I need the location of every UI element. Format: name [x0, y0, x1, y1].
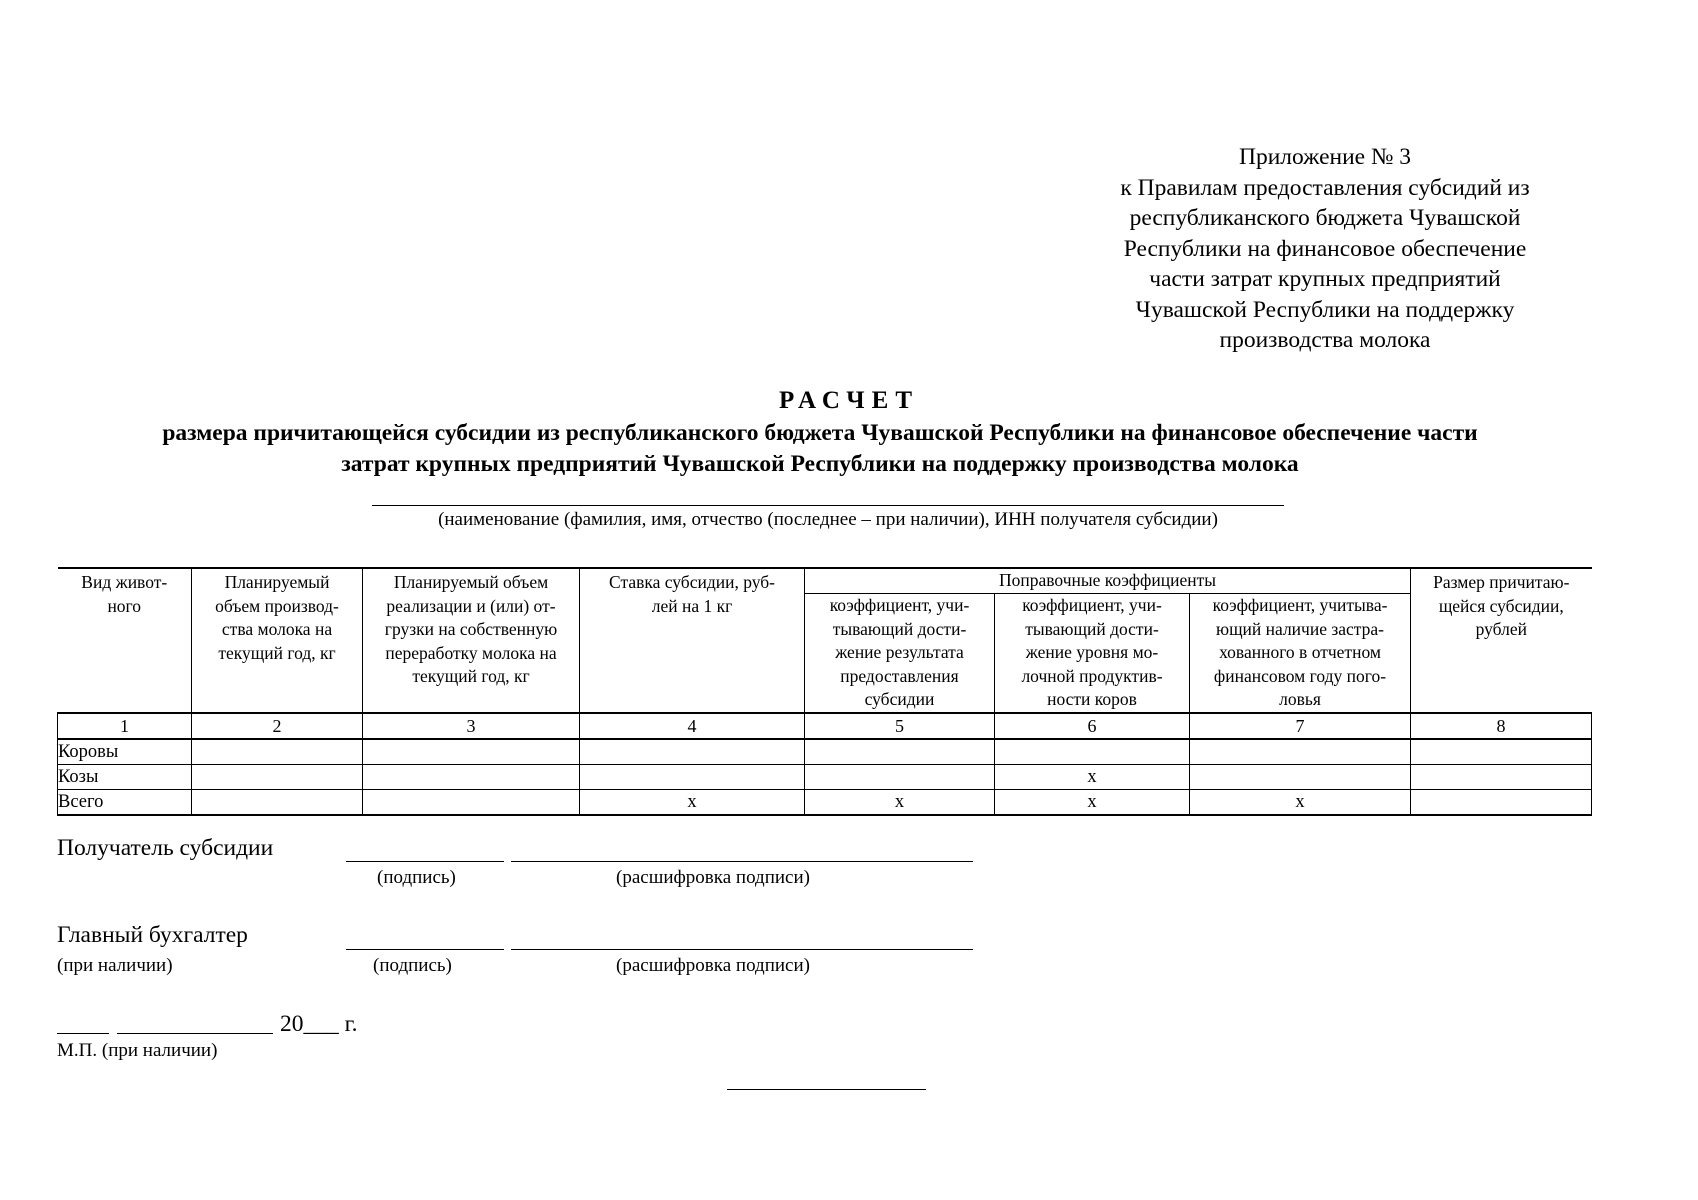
recipient-decryption-caption: (расшифровка подписи) — [616, 867, 810, 888]
appendix-line: Республики на финансовое обеспечение — [1123, 235, 1527, 262]
recipient-label: Получатель субсидии — [57, 835, 274, 861]
date-day-line[interactable] — [57, 1033, 109, 1034]
date-year-text: 20___ г. — [280, 1011, 358, 1037]
table-row — [58, 765, 1592, 790]
table-row — [58, 739, 1592, 765]
table-cell[interactable] — [1411, 765, 1592, 790]
table-cell[interactable] — [1190, 765, 1411, 790]
table-cell[interactable] — [995, 739, 1190, 765]
row-label: Козы — [58, 765, 192, 790]
header-subsidy-rate: Ставка субсидии, руб- лей на 1 кг — [580, 568, 805, 713]
header-coef-productivity: коэффициент, учи- тывающий дости- жение уровня мо- лочной продуктив- ности коров — [995, 594, 1190, 714]
appendix-line: части затрат крупных предприятий — [1149, 266, 1501, 292]
recipient-decryption-line[interactable] — [511, 861, 973, 862]
table-cell[interactable] — [1411, 739, 1592, 765]
table-cell[interactable] — [805, 765, 995, 790]
recipient-name-caption: (наименование (фамилия, имя, отчество (последнее – при наличии), ИНН получателя субсидии) — [438, 509, 1218, 530]
table-cell[interactable] — [192, 739, 363, 765]
table-cell: x — [995, 765, 1190, 790]
appendix-line: республиканского бюджета Чувашской — [1129, 205, 1521, 231]
recipient-signature-caption: (подпись) — [377, 867, 456, 888]
accountant-decryption-line[interactable] — [511, 949, 973, 950]
column-number: 5 — [805, 713, 995, 739]
row-label: Всего — [58, 790, 192, 816]
subtitle-line: размера причитающейся субсидии из республиканского бюджета Чувашской Республики на финансовое обеспечение части — [162, 420, 1478, 446]
recipient-signature-line[interactable] — [346, 861, 504, 862]
column-number: 8 — [1411, 713, 1592, 739]
accountant-signature-line[interactable] — [346, 949, 504, 950]
appendix-line: производства молока — [1219, 327, 1431, 353]
header-planned-production: Планируемый объем производ- ства молока на текущий год, кг — [192, 568, 363, 713]
table-cell: x — [805, 790, 995, 816]
table-cell[interactable] — [580, 765, 805, 790]
table-cell: x — [580, 790, 805, 816]
row-label: Коровы — [58, 739, 192, 765]
document-title: РАСЧЕТ — [778, 387, 919, 414]
table-cell[interactable] — [192, 765, 363, 790]
accountant-decryption-caption: (расшифровка подписи) — [616, 955, 810, 976]
column-number: 6 — [995, 713, 1190, 739]
header-animal-type: Вид живот- ного — [58, 568, 192, 713]
subsidy-table — [57, 567, 1592, 816]
date-month-line[interactable] — [117, 1033, 273, 1034]
table-cell: x — [995, 790, 1190, 816]
appendix-line: Чувашской Республики на поддержку — [1135, 296, 1515, 323]
header-subsidy-amount: Размер причитаю- щейся субсидии, рублей — [1411, 568, 1592, 713]
column-number: 1 — [58, 713, 192, 739]
footer-divider — [727, 1089, 926, 1090]
table-cell[interactable] — [363, 790, 580, 816]
header-correction-coefficients: Поправочные коэффициенты — [805, 568, 1411, 594]
appendix-line: к Правилам предоставления субсидий из — [1120, 174, 1530, 201]
accountant-label: Главный бухгалтер — [57, 922, 248, 948]
column-number: 2 — [192, 713, 363, 739]
header-coef-result: коэффициент, учи- тывающий дости- жение результата предоставления субсидии — [805, 594, 995, 714]
table-row — [58, 790, 1592, 816]
table-cell: x — [1190, 790, 1411, 816]
table-cell[interactable] — [580, 739, 805, 765]
header-coef-insurance: коэффициент, учитыва- ющий наличие застра- хованного в отчетном финансовом году пого- ловья — [1190, 594, 1411, 714]
table-cell[interactable] — [192, 790, 363, 816]
table-cell[interactable] — [363, 765, 580, 790]
appendix-block — [1085, 142, 1565, 356]
accountant-note: (при наличии) — [57, 955, 173, 976]
column-number: 3 — [363, 713, 580, 739]
table-cell[interactable] — [1190, 739, 1411, 765]
header-planned-sales: Планируемый объем реализации и (или) от- грузки на собственную переработку молока на текущий год, кг — [363, 568, 580, 713]
recipient-name-line — [372, 505, 1284, 506]
stamp-note: М.П. (при наличии) — [57, 1040, 218, 1061]
subtitle-line: затрат крупных предприятий Чувашской Республики на поддержку производства молока — [341, 451, 1299, 477]
column-number: 4 — [580, 713, 805, 739]
column-numbers-row — [58, 713, 1592, 739]
accountant-signature-caption: (подпись) — [373, 955, 452, 976]
document-subtitle — [60, 418, 1580, 480]
table-cell[interactable] — [363, 739, 580, 765]
table-cell[interactable] — [1411, 790, 1592, 816]
column-number: 7 — [1190, 713, 1411, 739]
appendix-line: Приложение № 3 — [1238, 144, 1412, 170]
table-cell[interactable] — [805, 739, 995, 765]
